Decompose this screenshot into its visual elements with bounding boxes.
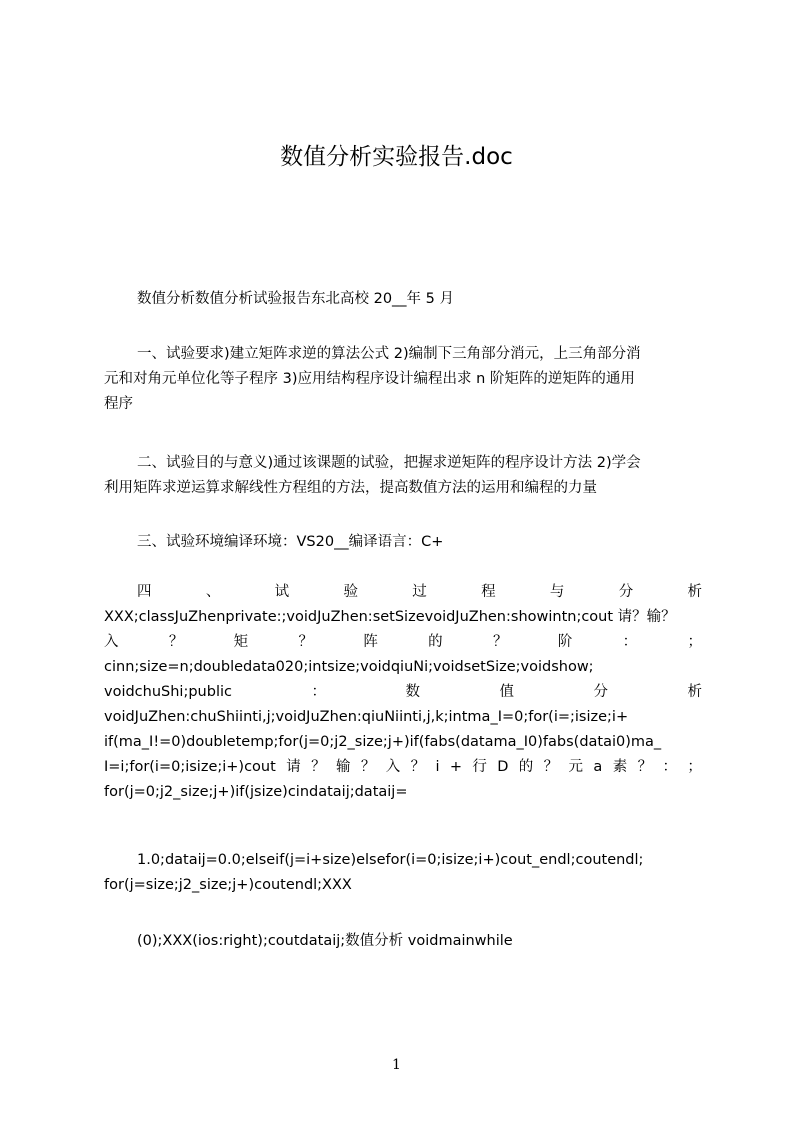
section-4-line-8-token: ： bbox=[662, 759, 677, 775]
section-4-heading-token: 验 bbox=[343, 584, 358, 600]
section-2-line-2: 利用矩阵求逆运算求解线性方程组的方法，提高数值方法的运用和编程的力量 bbox=[104, 480, 597, 496]
section-4-heading-token: 分 bbox=[618, 584, 634, 600]
section-3: 三、试验环境编译环境：VS20__编译语言：C+ bbox=[137, 534, 444, 550]
section-4-line-5-token: ： bbox=[311, 684, 326, 700]
section-4-line-8-token: 元 bbox=[568, 759, 584, 775]
section-1 bbox=[104, 342, 702, 417]
intro-line: 数值分析数值分析试验报告东北高校 20__年 5 月 bbox=[137, 291, 455, 307]
section-4-line-3-token: 入 bbox=[104, 634, 119, 650]
section-4 bbox=[104, 580, 702, 805]
section-4-line-3-token: ？ bbox=[492, 634, 508, 650]
section-2-line-1: 二、试验目的与意义)通过该课题的试验，把握求逆矩阵的程序设计方法 2)学会 bbox=[137, 455, 641, 471]
section-4-line-8-token: ？ bbox=[637, 759, 653, 775]
section-4-line-8-token: ； bbox=[687, 759, 702, 775]
section-4-line-8-token: 输 bbox=[335, 759, 351, 775]
section-4-line-3-token: 矩 bbox=[233, 634, 249, 650]
section-4-line-8-token: ？ bbox=[410, 759, 426, 775]
paragraph-6: (0);XXX(ios:right);coutdataij;数值分析 voidmainwhile bbox=[137, 933, 513, 949]
section-4-line-8-token: 请 bbox=[286, 759, 301, 775]
section-4-line-3-token: 的 bbox=[428, 634, 443, 650]
paragraph-5-line-1: 1.0;dataij=0.0;elseif(j=i+size)elsefor(i=0;isize;i+)cout_endl;coutendl; bbox=[137, 852, 644, 868]
section-4-heading-token: 四 bbox=[137, 584, 152, 600]
section-4-line-3-token: 阶 bbox=[557, 634, 573, 650]
section-4-line-8-token: 的 bbox=[518, 759, 534, 775]
section-4-heading bbox=[104, 580, 702, 605]
section-4-line-5-token: 数 bbox=[405, 684, 420, 700]
section-4-heading-token: 过 bbox=[412, 584, 427, 600]
section-4-line-3-token: 阵 bbox=[363, 634, 378, 650]
section-4-line-5-token: 析 bbox=[687, 684, 702, 700]
section-1-line-3: 程序 bbox=[104, 396, 133, 412]
section-4-heading-token: 析 bbox=[687, 584, 702, 600]
section-1-line-1: 一、试验要求)建立矩阵求逆的算法公式 2)编制下三角部分消元，上三角部分消 bbox=[137, 346, 641, 362]
section-4-line-8 bbox=[104, 755, 702, 780]
section-4-line-8-token: ？ bbox=[543, 759, 559, 775]
paragraph-5-line-2: for(j=size;j2_size;j+)coutendl;XXX bbox=[104, 877, 352, 893]
section-4-line-3-token: ？ bbox=[168, 634, 184, 650]
section-4-heading-token: 程 bbox=[481, 584, 496, 600]
page-number: 1 bbox=[392, 1057, 401, 1073]
document-title: 数值分析实验报告.doc bbox=[280, 144, 513, 170]
section-4-line-5-token: 分 bbox=[593, 684, 608, 700]
section-4-line-9: for(j=0;j2_size;j+)if(jsize)cindataij;dataij= bbox=[104, 784, 408, 800]
section-4-line-8-token: ？ bbox=[360, 759, 376, 775]
section-4-line-2: XXX;classJuZhenprivate:;voidJuZhen:setSizevoidJuZhen:showintn;cout 请？输？ bbox=[104, 609, 676, 625]
section-4-line-5-token: voidchuShi;public bbox=[104, 684, 232, 700]
section-4-line-8-token: D bbox=[497, 759, 509, 775]
section-4-heading-token: 与 bbox=[549, 584, 565, 600]
section-4-line-6: voidJuZhen:chuShiinti,j;voidJuZhen:qiuNiinti,j,k;intma_I=0;for(i=;isize;i+ bbox=[104, 709, 629, 725]
section-4-line-8-token: 入 bbox=[385, 759, 401, 775]
section-1-line-2: 元和对角元单位化等子程序 3)应用结构程序设计编程出求 n 阶矩阵的逆矩阵的通用 bbox=[104, 371, 635, 387]
section-2 bbox=[104, 451, 702, 501]
section-4-heading-token: 试 bbox=[274, 584, 290, 600]
section-4-line-8-token: + bbox=[449, 759, 462, 775]
section-4-line-3 bbox=[104, 630, 702, 655]
section-4-line-7: if(ma_I!=0)doubletemp;for(j=0;j2_size;j+)if(fabs(datama_I0)fabs(datai0)ma_ bbox=[104, 734, 662, 750]
section-4-heading-token: 、 bbox=[205, 584, 221, 600]
section-4-line-8-token: a bbox=[593, 759, 603, 775]
section-4-line-3-token: ： bbox=[622, 634, 638, 650]
section-4-line-5-token: 值 bbox=[499, 684, 514, 700]
section-4-line-8-token: 素 bbox=[612, 759, 628, 775]
section-4-line-5 bbox=[104, 680, 702, 705]
paragraph-5 bbox=[104, 848, 702, 898]
section-4-line-8-token: i bbox=[435, 759, 440, 775]
section-4-line-8-token: I=i;for(i=0;isize;i+)cout bbox=[104, 759, 276, 775]
section-4-line-4: cinn;size=n;doubledata020;intsize;voidqiuNi;voidsetSize;voidshow; bbox=[104, 659, 594, 675]
section-4-line-3-token: ； bbox=[687, 634, 702, 650]
section-4-line-8-token: 行 bbox=[472, 759, 487, 775]
section-4-line-3-token: ？ bbox=[298, 634, 313, 650]
section-4-line-8-token: ？ bbox=[311, 759, 326, 775]
